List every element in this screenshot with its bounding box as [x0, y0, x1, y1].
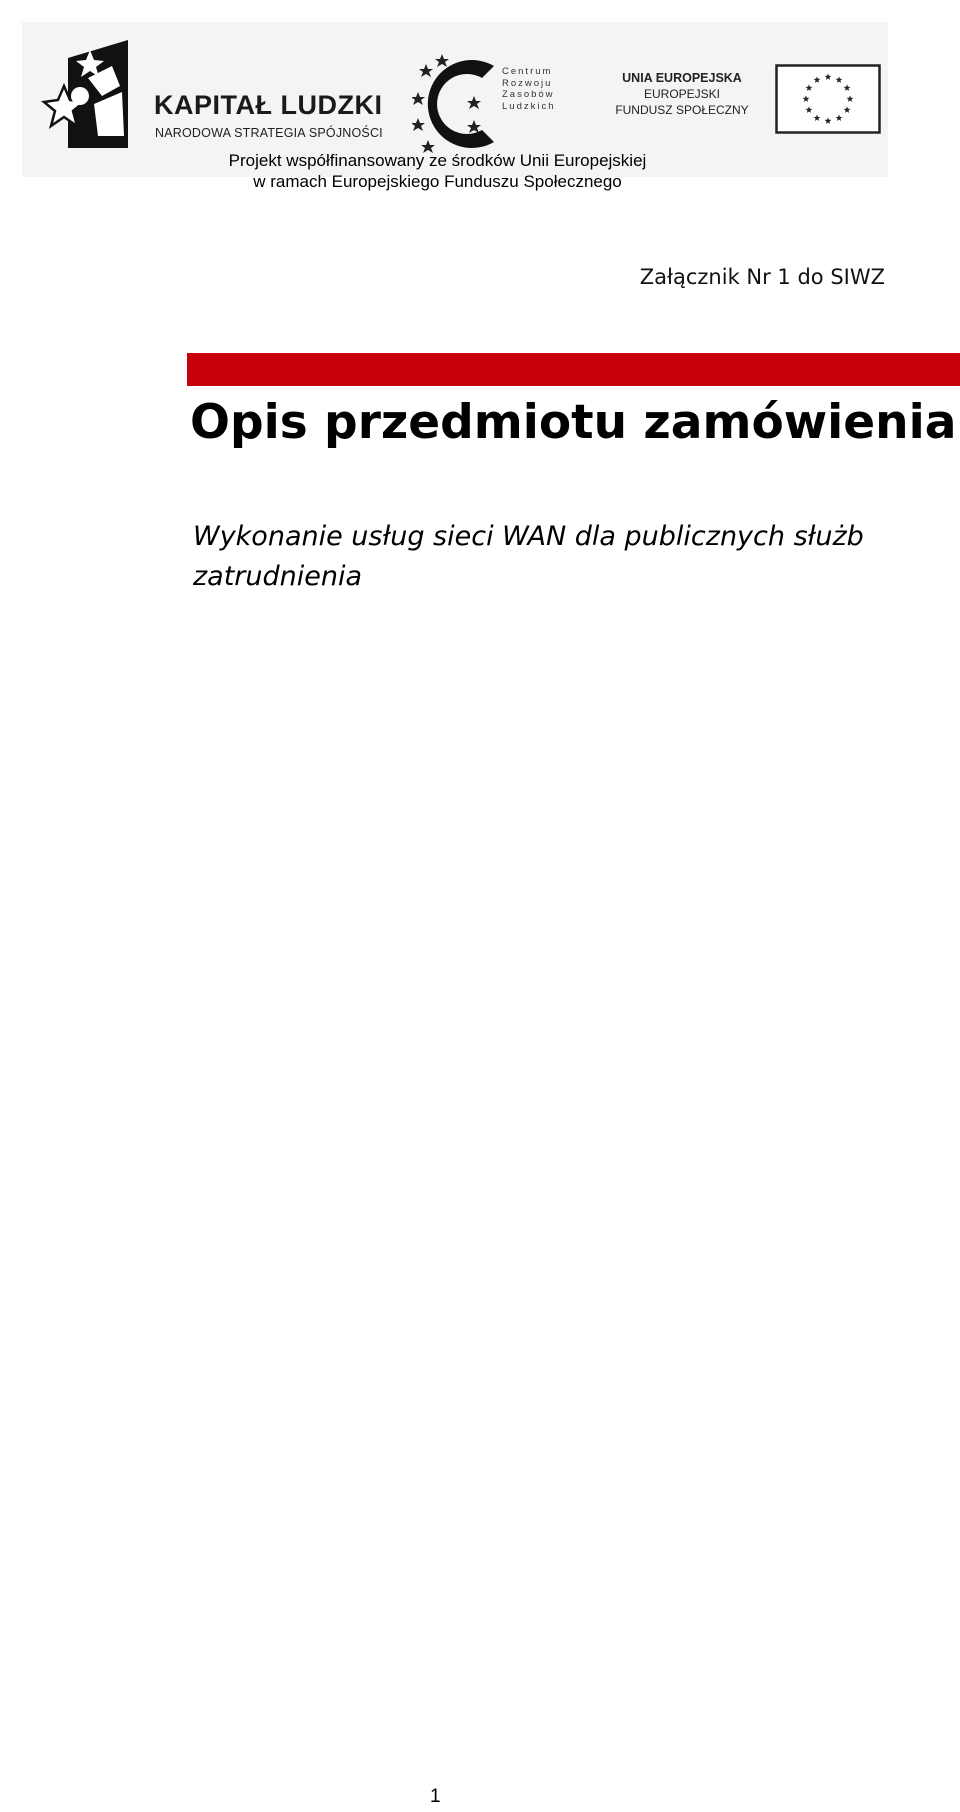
centrum-text: Centrum Rozwoju Zasobów Ludzkich: [502, 66, 556, 112]
eu-logo: [607, 52, 887, 152]
cofinancing-line-2: w ramach Europejskiego Funduszu Społecznego: [253, 172, 622, 191]
title-accent-bar: [187, 353, 960, 386]
centrum-c-emblem-icon: [412, 52, 502, 156]
kapital-ludzki-subtitle: NARODOWA STRATEGIA SPÓJNOŚCI: [155, 126, 383, 140]
page-number: 1: [430, 1786, 441, 1807]
kapital-ludzki-title: KAPITAŁ LUDZKI: [154, 90, 383, 120]
eu-line-2: EUROPEJSKI: [643, 87, 721, 101]
cofinancing-note: [170, 150, 705, 192]
document-title: Opis przedmiotu zamówienia: [190, 395, 957, 450]
kapital-ludzki-logo: [38, 40, 383, 150]
centrum-logo: [412, 52, 602, 156]
annex-label: Załącznik Nr 1 do SIWZ: [639, 265, 885, 289]
kapital-ludzki-emblem-icon: [38, 40, 148, 150]
eu-line-3: FUNDUSZ SPOŁECZNY: [615, 103, 749, 117]
eu-text: [607, 70, 757, 118]
document-subtitle: Wykonanie usług sieci WAN dla publicznych służb zatrudnienia: [193, 521, 864, 592]
eu-flag-icon: [775, 64, 881, 134]
eu-line-1: UNIA EUROPEJSKA: [622, 71, 742, 85]
cofinancing-line-1: Projekt współfinansowany ze środków Unii Europejskiej: [228, 151, 647, 170]
